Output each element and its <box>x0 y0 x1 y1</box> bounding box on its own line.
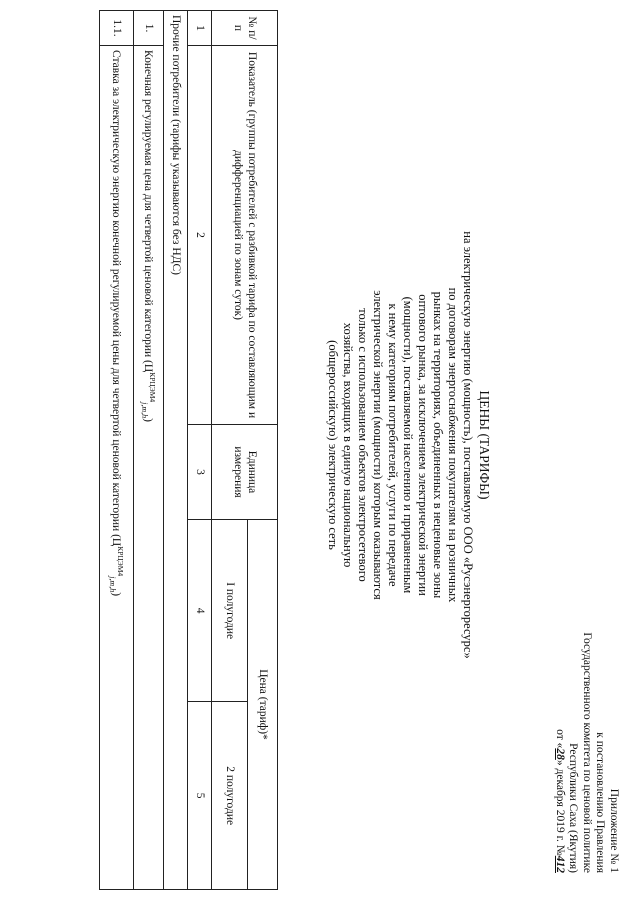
row-tail: ) <box>142 418 155 422</box>
document-title <box>325 190 492 700</box>
title-line: хозяйства, входящих в единую национальную <box>341 322 355 568</box>
header-period-1: I полугодие <box>212 520 248 702</box>
date-prefix: от « <box>554 729 566 749</box>
header-price: Цена (тариф)* <box>248 520 278 890</box>
formula-superscript: КРЦЭМ4 <box>148 372 158 403</box>
table-row <box>100 11 134 890</box>
title-line: только с использованием объектов электросетевого <box>356 308 370 582</box>
title-line: (общероссийскую) электрическую сеть <box>326 340 340 550</box>
title-line: на электрическую энергию (мощность), поставляемую ООО «Русэнергоресурс» <box>461 231 475 659</box>
formula-superscript: КРЦЭМ4 <box>116 546 126 577</box>
table-header-row <box>248 11 278 890</box>
row-label <box>100 46 134 890</box>
appendix-line-4: Республики Саха (Якутия) <box>567 743 580 873</box>
row-text: Ставка за электрическую энергию конечной регулируемой цены для четвертой ценовой категории (Ц <box>110 50 123 547</box>
formula-subscript: j,m,h <box>108 576 118 593</box>
title-line: электрической энергии (мощности) которым оказываются <box>371 290 385 600</box>
title-line: по договорам энергоснабжения покупателям на розничных <box>446 287 460 603</box>
column-number: 4 <box>188 520 212 702</box>
row-label <box>134 46 164 890</box>
handwritten-number: 412 <box>554 855 566 873</box>
header-unit: Единица измерения <box>212 425 278 520</box>
column-number-row <box>188 11 212 890</box>
row-number: 1. <box>134 11 164 46</box>
column-number: 2 <box>188 46 212 425</box>
header-num: № п/п <box>212 11 278 46</box>
row-tail: ) <box>110 592 123 597</box>
title-line: (мощности), поставляемой населению и приравненным <box>401 296 415 594</box>
appendix-line-3: Государственного комитета по ценовой политике <box>581 632 593 873</box>
appendix-line-1: Приложение № 1 <box>608 788 620 873</box>
row-text: Конечная регулируемая цена для четвертой ценовой категории (Ц <box>142 50 155 373</box>
tariff-table <box>99 10 278 890</box>
table-row <box>134 11 164 890</box>
column-number: 5 <box>188 702 212 890</box>
header-indicator: Показатель (группы потребителей с разбивкой тарифа по составляющим и дифференциацией по зонам суток) <box>212 46 278 425</box>
date-middle: » декабря 2019 г. № <box>554 759 566 856</box>
column-number: 1 <box>188 11 212 46</box>
appendix-header <box>553 632 621 873</box>
header-period-2: 2 полугодие <box>212 702 248 890</box>
appendix-line-5 <box>553 632 567 873</box>
row-number: 1.1. <box>100 11 134 46</box>
title-heading: ЦЕНЫ (ТАРИФЫ) <box>477 390 492 500</box>
column-number: 3 <box>188 425 212 520</box>
title-line: оптового рынка, за исключением электрической энергии <box>416 294 430 596</box>
title-line: к нему категориям потребителей, услуги по передаче <box>386 303 400 587</box>
section-label: Прочие потребители (тарифы указываются без НДС) <box>164 11 188 890</box>
section-row <box>164 11 188 890</box>
handwritten-day: 28 <box>554 748 566 760</box>
title-line: рынках на территориях, объединенных в неценовые зоны <box>431 291 445 599</box>
formula-subscript: j,m,h <box>140 402 150 419</box>
appendix-line-2: к постановлению Правления <box>594 732 607 873</box>
